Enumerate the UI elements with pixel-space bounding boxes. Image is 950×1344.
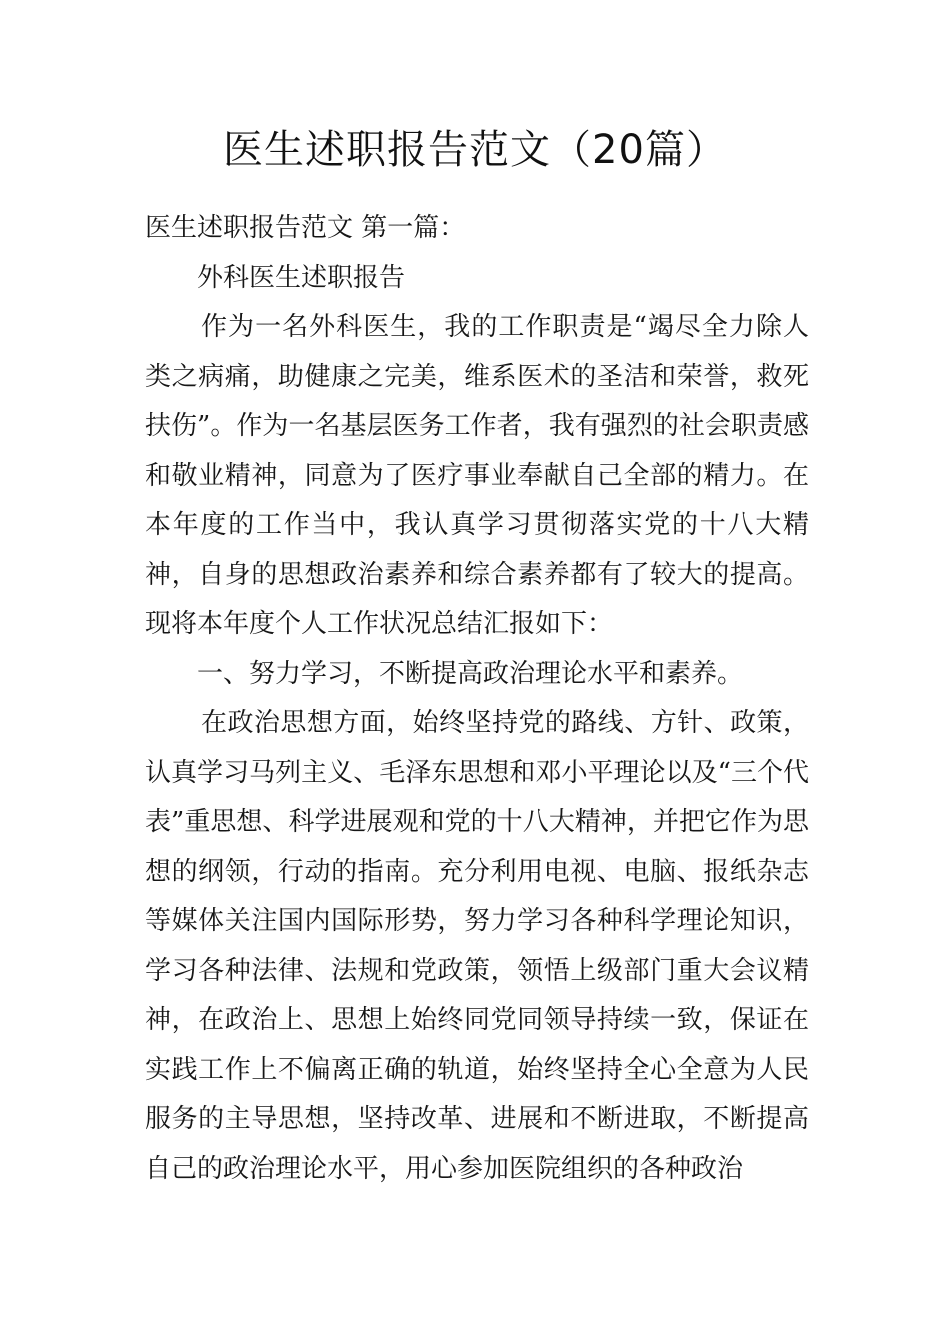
subsection-heading: 一、努力学习，不断提高政治理论水平和素养。	[197, 658, 744, 689]
document-title: 医生述职报告范文（20篇）	[223, 127, 727, 173]
document-body	[145, 204, 809, 1194]
intro-paragraph: 作为一名外科医生，我的工作职责是“竭尽全力除人类之病痛，助健康之完美，维系医术的圣洁和荣誉，救死扶伤”。作为一名基层医务工作者，我有强烈的社会职责感和敬业精神，同意为了医疗事业奉献自己全部的精力。在本年度的工作当中，我认真学习贯彻落实党的十八大精神，自身的思想政治素养和综合素养都有了较大的提高。现将本年度个人工作状况总结汇报如下：	[145, 312, 809, 639]
report-subtitle: 外科医生述职报告	[197, 262, 406, 293]
body-paragraph: 在政治思想方面，始终坚持党的路线、方针、政策，认真学习马列主义、毛泽东思想和邓小平理论以及“三个代表”重思想、科学进展观和党的十八大精神，并把它作为思想的纲领，行动的指南。充分利用电视、电脑、报纸杂志等媒体关注国内国际形势，努力学习各种科学理论知识，学习各种法律、法规和党政策，领悟上级部门重大会议精神，在政治上、思想上始终同党同领导持续一致，保证在实践工作上不偏离正确的轨道，始终坚持全心全意为人民服务的主导思想，坚持改革、进展和不断进取，不断提高自己的政治理论水平，用心参加医院组织的各种政治	[145, 708, 809, 1184]
section-heading: 医生述职报告范文 第一篇：	[145, 213, 466, 243]
